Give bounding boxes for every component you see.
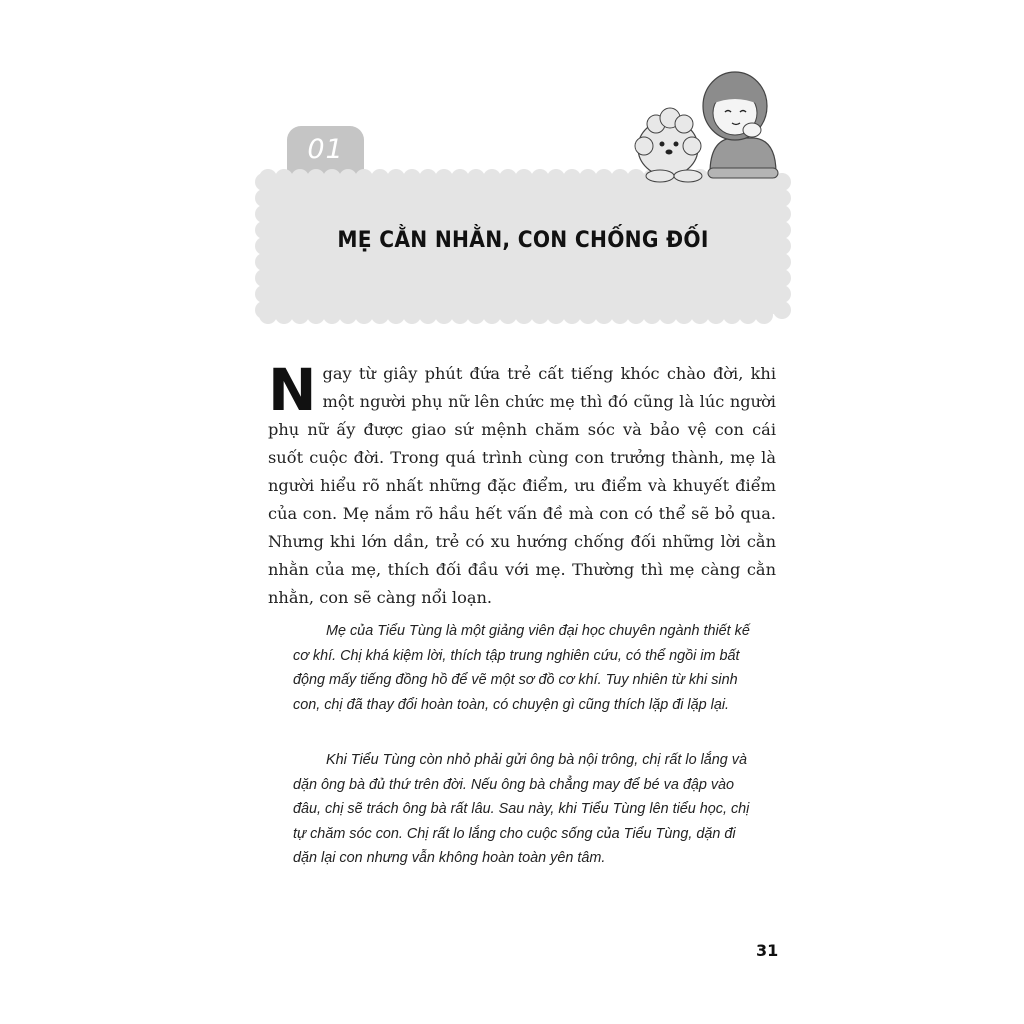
example-paragraph-2: Khi Tiểu Tùng còn nhỏ phải gửi ông bà nội trông, chị rất lo lắng và dặn ông bà đủ thứ trên đời. Nếu ông bà chẳng may để bé va đập vào đâu, chị sẽ trách ông bà rất lâu. Sau này, khi Tiểu Tùng lên tiểu học, chị tự chăm sóc con. Chị rất lo lắng cho cuộc sống của Tiểu Tùng, dặn đi dặn lại con nhưng vẫn không hoàn toàn yên tâm. bbox=[293, 752, 750, 866]
chapter-number: 01 bbox=[307, 134, 344, 165]
drop-cap: N bbox=[268, 356, 317, 424]
page-number: 31 bbox=[756, 941, 779, 960]
girl-and-dog-icon bbox=[630, 68, 780, 188]
body-text: gay từ giây phút đứa trẻ cất tiếng khóc chào đời, khi một người phụ nữ lên chức mẹ thì đó cũng là lúc người phụ nữ ấy được giao sứ mệnh chăm sóc và bảo vệ con cái suốt cuộc đời. Trong quá trình cùng con trưởng thành, mẹ là người hiểu rõ nhất những đặc điểm, ưu điểm và khuyết điểm của con. Mẹ nắm rõ hầu hết vấn đề mà con có thể sẽ bỏ qua. Nhưng khi lớn dần, trẻ có xu hướng chống đối những lời cằn nhằn của mẹ, thích đối đầu với mẹ. Thường thì mẹ càng cằn nhằn, con sẽ càng nổi loạn. bbox=[268, 364, 776, 607]
dog-illustration bbox=[635, 108, 702, 182]
body-paragraph bbox=[268, 356, 776, 612]
chapter-title: MẸ CẰN NHẰN, CON CHỐNG ĐỐI bbox=[337, 228, 709, 253]
example-paragraph-1: Mẹ của Tiểu Tùng là một giảng viên đại học chuyên ngành thiết kế cơ khí. Chị khá kiệm lời, thích tập trung nghiên cứu, có thể ngồi im bất động mấy tiếng đồng hồ để vẽ một sơ đồ cơ khí. Tuy nhiên từ khi sinh con, chị đã thay đổi hoàn toàn, có chuyện gì cũng thích lặp đi lặp lại. bbox=[293, 623, 750, 713]
girl-illustration bbox=[703, 72, 778, 178]
